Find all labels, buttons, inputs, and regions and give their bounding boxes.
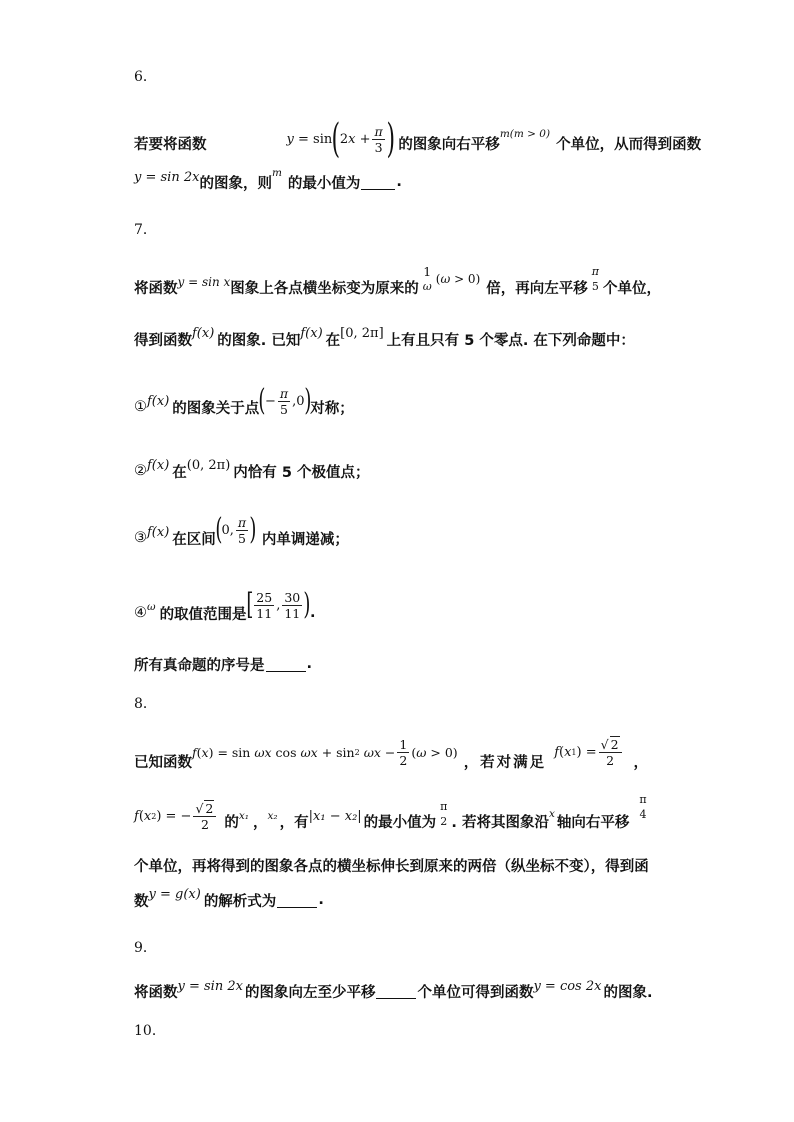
formula-y-sin-2x-pi3: y = sin ( 2 x + $\frac{\pi}{3}$ ) [286,116,395,162]
answer-blank [376,984,416,999]
q7-text: 的图象. 已知 [217,332,301,349]
formula-m-cond: m(m > 0) [499,128,551,140]
q8-text: 的解析式为 [203,893,277,910]
q7-text: 内恰有 5 个极值点； [233,464,370,481]
formula-y-sin-x: y = sin x [177,275,231,289]
q8-line-1 [134,736,648,786]
q7-proposition-3 [134,510,349,566]
q7-text: 在 [325,332,341,349]
proposition-marker: ② [134,463,147,479]
formula-f-x2: f ( x 2 ) = − $\frac{√ 2}{2}$ [134,801,218,832]
q8-text: ， [253,814,268,831]
formula-f-definition: f ( x ) = sin ωx cos ωx + sin 2 ωx − $\frac{1}{2}$ ( ω > 0) [192,736,458,768]
proposition-marker: ① [134,399,147,415]
answer-blank [361,175,395,190]
formula-interval-0-2pi: [0, 2π] [340,325,384,341]
q8-text: ， [633,754,649,771]
proposition-marker: ④ [134,605,147,621]
q8-text: 个单位，再将得到的图象各点的横坐标伸长到原来的两倍（纵坐标不变），得到函 [134,858,649,875]
q8-text: 数 [134,893,149,910]
formula-m: m [271,167,282,179]
q8-text: 的 [224,814,239,831]
formula-1-over-omega: 1 ω (ω > 0) [422,264,481,293]
q7-text: 将函数 [134,280,178,297]
answer-blank [266,657,306,672]
q7-line-2 [134,324,635,354]
q7-text: 的图象关于点 [172,400,260,417]
q7-text: 在 [172,464,187,481]
q7-final-line [134,653,312,675]
q8-text: 的最小值为 [363,814,437,831]
q8-line-4 [134,885,324,915]
q6-text: 若要将函数 [134,136,207,153]
q7-text: 个单位， [602,280,661,297]
formula-x1: x₁ [238,810,250,822]
formula-x-axis: x [548,808,555,820]
q9-text: 的图象向左至少平移 [244,984,376,1001]
q8-text: ，有 [279,814,309,831]
question-number: 10． [134,1023,166,1039]
answer-blank [277,893,317,908]
q7-text: 上有且只有 5 个零点. 在下列命题中： [386,332,635,349]
formula-omega: ω [147,601,156,613]
q6-text: 的最小值为 [287,175,361,192]
q7-proposition-2 [134,456,369,486]
formula-abs-x1-x2: |x₁ − x₂| [308,808,362,824]
q7-text: 所有真命题的序号是 [134,657,265,674]
q7-text: 在区间 [172,531,216,548]
q8-line-2 [134,793,651,846]
q7-line-1 [134,262,661,312]
formula-pi-over-4: π 4 [639,793,647,821]
q8-text: 已知函数 [134,754,192,771]
formula-pi-over-2: π 2 [440,800,448,828]
formula-point-neg-pi5-0: ( − $\frac{\pi}{5}$ ,0 ) [258,383,311,418]
formula-f-x: f(x) [147,393,170,409]
formula-pi-over-5: π 5 [591,265,599,293]
q9-line-1 [134,978,652,1004]
question-number: 6． [134,69,157,85]
q8-text: . 若将其图象沿 [451,814,549,831]
formula-x2: x₂ [267,810,278,822]
q8-text: 轴向右平移 [556,814,630,831]
q7-proposition-1 [134,382,354,432]
formula-interval-0-pi5: ( 0, $\frac{\pi}{5}$ ) [215,512,257,547]
question-number: 9． [134,940,157,956]
q8-line-3 [134,854,649,876]
q7-text: . [309,605,316,621]
q7-text: . [306,656,313,672]
question-number: 7． [134,222,157,238]
q7-text: 内单调递减； [261,531,349,548]
q6-text: 的图象，则 [199,175,272,192]
q6-line-1 [134,108,701,178]
formula-y-cos-2x: y = cos 2x [533,978,602,994]
q8-text: ，若对满足 [463,754,547,771]
q7-text: 对称； [310,400,354,417]
formula-f-x: f(x) [147,457,170,473]
question-number: 8． [134,696,157,712]
formula-interval-open-0-2pi: (0, 2π) [186,457,231,473]
q8-text: . [318,892,324,908]
formula-f-x: f(x) [147,524,170,540]
q6-line-2 [134,167,402,193]
q6-text: 个单位，从而得到函数 [556,136,702,153]
formula-f-x: f(x) [192,325,215,341]
q7-text: 图象上各点横坐标变为原来的 [230,280,419,297]
q6-text: . [396,174,402,190]
formula-y-sin-2x: y = sin 2x [177,978,243,994]
proposition-marker: ③ [134,530,147,546]
q9-text: 的图象. [603,984,653,1001]
formula-y-sin-2x: y = sin 2x [134,169,200,185]
q7-text: 得到函数 [134,332,192,349]
formula-f-x1: f ( x 1 ) = $\frac{√ 2}{2}$ [554,737,623,768]
q9-text: 个单位可得到函数 [417,984,534,1001]
q9-text: 将函数 [134,984,178,1001]
formula-range-25-11-30-11: [ $\frac{25}{11}$ , $\frac{30}{11}$ ) [245,587,311,622]
q7-proposition-4 [134,585,315,641]
q6-text: 的图象向右平移 [398,136,500,153]
q7-text: 倍，再向左平移 [486,280,588,297]
formula-y-g-x: y = g(x) [148,886,201,902]
q7-text: 的取值范围是 [159,606,247,623]
formula-f-x: f(x) [300,325,323,341]
